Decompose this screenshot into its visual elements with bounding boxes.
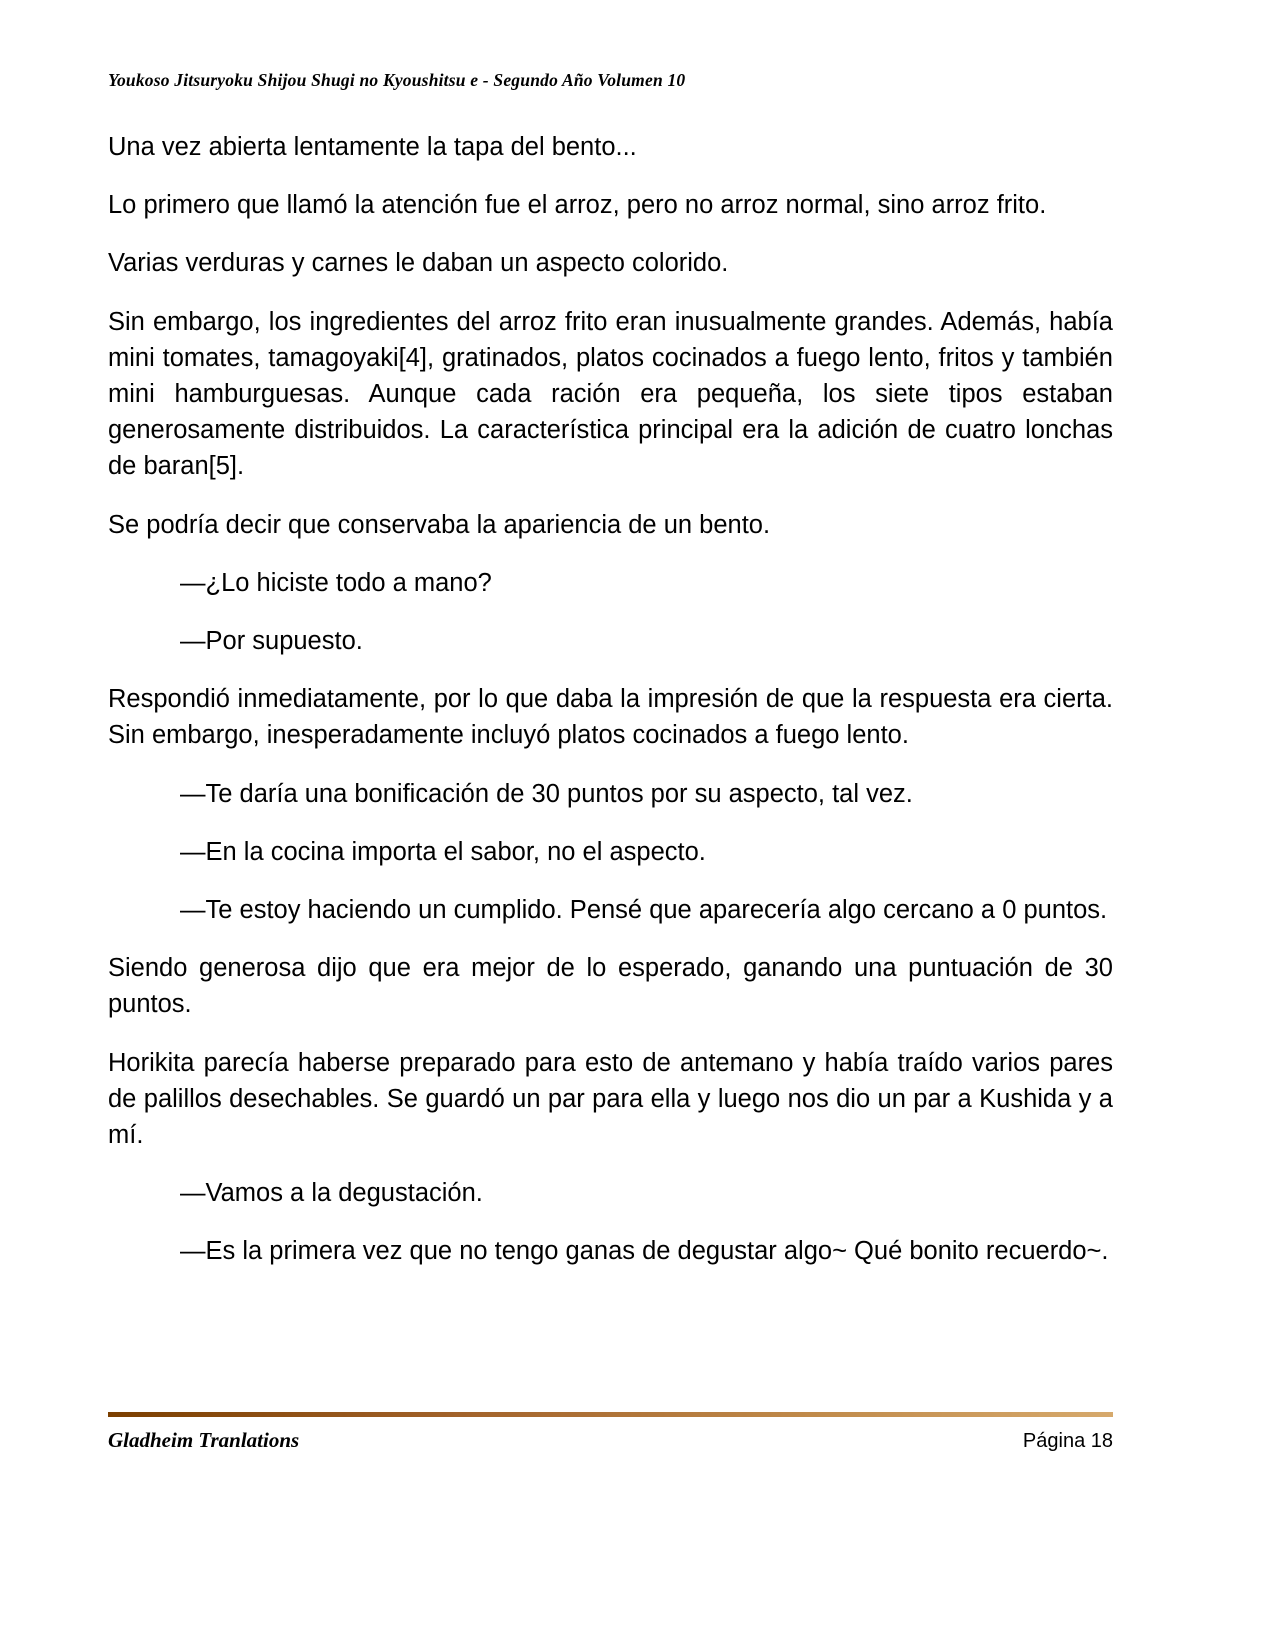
paragraph: Horikita parecía haberse preparado para esto de antemano y había traído varios pares de palillos desechables. Se guardó un par para ella y luego nos dio un par a Kushida y a mí.: [108, 1048, 1113, 1150]
paragraph: Siendo generosa dijo que era mejor de lo esperado, ganando una puntuación de 30 puntos.: [108, 954, 1113, 1019]
page-footer: [108, 1428, 1113, 1453]
paragraph: Lo primero que llamó la atención fue el arroz, pero no arroz normal, sino arroz frito.: [108, 191, 1047, 220]
dialog-line: —En la cocina importa el sabor, no el aspecto.: [180, 837, 706, 866]
page-header: Youkoso Jitsuryoku Shijou Shugi no Kyoushitsu e - Segundo Año Volumen 10: [108, 70, 686, 90]
page-content: [108, 0, 1113, 1292]
paragraph: Respondió inmediatamente, por lo que daba la impresión de que la respuesta era cierta. Sin embargo, inesperadamente incluyó platos cocinados a fuego lento.: [108, 685, 1113, 750]
dialog-line: —Te daría una bonificación de 30 puntos por su aspecto, tal vez.: [180, 779, 913, 808]
footer-credit: Gladheim Tranlations: [108, 1428, 300, 1452]
paragraph: Se podría decir que conservaba la apariencia de un bento.: [108, 510, 771, 539]
body-text: [108, 129, 1113, 1270]
footer-divider: [108, 1412, 1113, 1417]
page-number: Página 18: [1022, 1430, 1113, 1452]
dialog-line: —Vamos a la degustación.: [180, 1179, 483, 1208]
paragraph: Varias verduras y carnes le daban un aspecto colorido.: [108, 249, 729, 278]
paragraph: Una vez abierta lentamente la tapa del bento...: [108, 133, 637, 161]
paragraph: Sin embargo, los ingredientes del arroz frito eran inusualmente grandes. Además, había mini tomates, tamagoyaki[4], gratinados, platos cocinados a fuego lento, fritos y también mini hamburguesas. Aunque cada ración era pequeña, los siete tipos estaban generosamente distribuidos. La característica principal era la adición de cuatro lonchas de baran[5].: [108, 307, 1113, 481]
dialog-line: —Por supuesto.: [180, 627, 363, 656]
dialog-line: —Es la primera vez que no tengo ganas de degustar algo~ Qué bonito recuerdo~.: [180, 1237, 1109, 1266]
dialog-line: —Te estoy haciendo un cumplido. Pensé que aparecería algo cercano a 0 puntos.: [180, 896, 1108, 925]
dialog-line: —¿Lo hiciste todo a mano?: [180, 568, 492, 597]
